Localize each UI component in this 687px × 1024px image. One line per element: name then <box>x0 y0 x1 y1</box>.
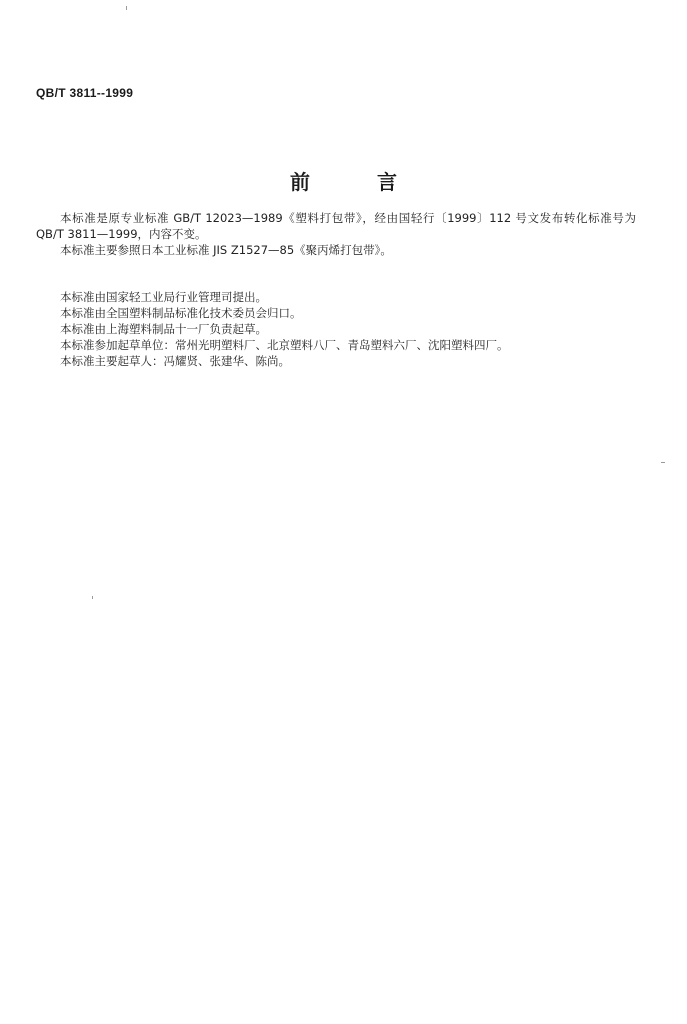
paragraph-centralized-by: 本标准由全国塑料制品标准化技术委员会归口。 <box>60 306 302 320</box>
scan-speck <box>661 462 665 463</box>
scan-speck <box>92 596 93 599</box>
paragraph-drafted-by: 本标准由上海塑料制品十一厂负责起草。 <box>60 322 267 336</box>
standard-code: QB/T 3811--1999 <box>36 86 134 100</box>
paragraph-proposed-by: 本标准由国家轻工业局行业管理司提出。 <box>60 290 267 304</box>
paragraph-reference: 本标准主要参照日本工业标准 JIS Z1527—85《聚丙烯打包带》。 <box>60 243 392 257</box>
paragraph-origin: 本标准是原专业标准 GB/T 12023—1989《塑料打包带》，经由国轻行〔1999〕112 号文发布转化标准号为 QB/T 3811—1999，内容不变。 <box>36 211 636 241</box>
paragraph-participants: 本标准参加起草单位：常州光明塑料厂、北京塑料八厂、青岛塑料六厂、沈阳塑料四厂。 <box>60 338 509 352</box>
page-title: 前 言 <box>290 170 427 194</box>
scan-speck <box>126 6 127 10</box>
preface-section-2 <box>36 289 636 369</box>
paragraph-drafters: 本标准主要起草人：冯耀贤、张建华、陈尚。 <box>60 354 290 368</box>
preface-section-1 <box>36 210 636 258</box>
